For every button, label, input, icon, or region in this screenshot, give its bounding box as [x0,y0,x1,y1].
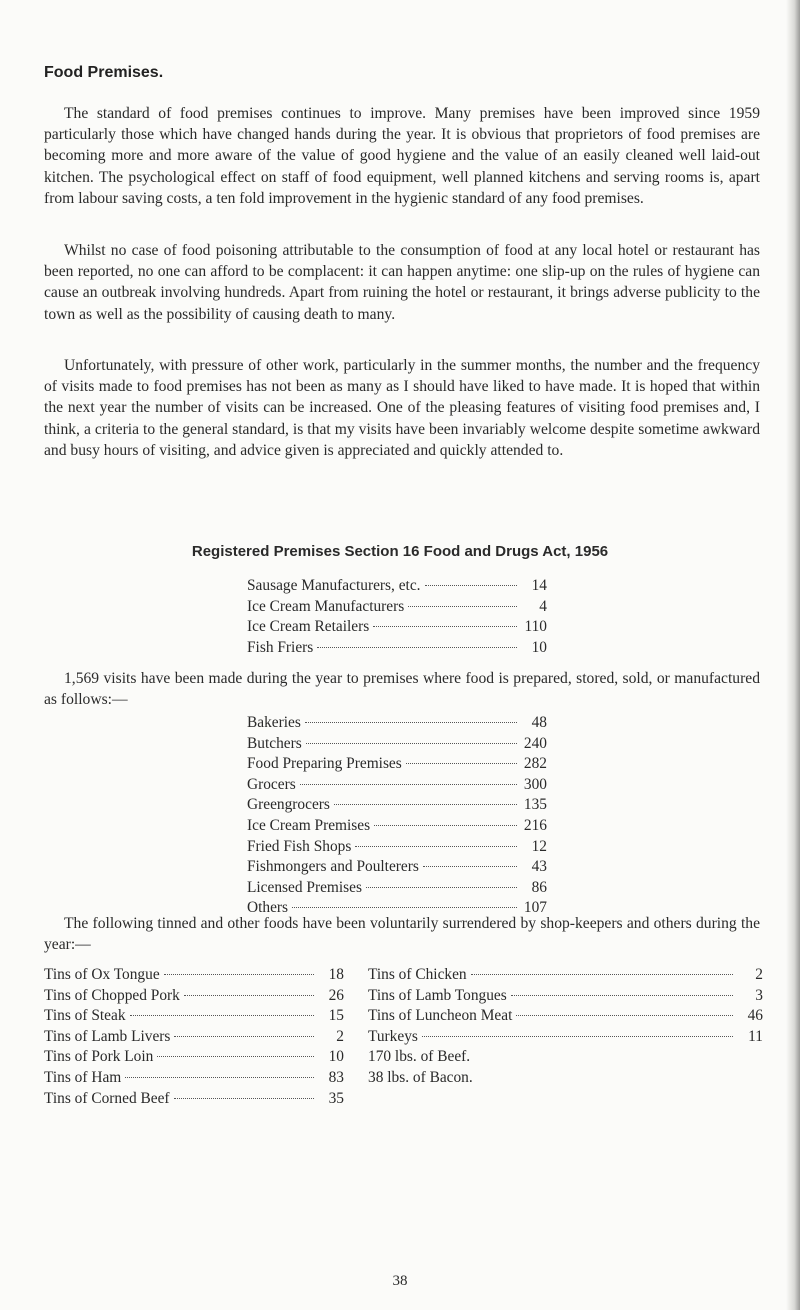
list-item: Tins of Ham 83 [44,1068,344,1086]
list-item: Greengrocers 135 [247,796,547,814]
list-item: 170 lbs. of Beef. [368,1048,471,1066]
list-item: Tins of Corned Beef 35 [44,1089,344,1107]
registered-premises-list [247,577,547,659]
registered-premises-title: Registered Premises Section 16 Food and Drugs Act, 1956 [191,543,609,560]
list-item: Tins of Lamb Tongues 3 [368,986,763,1004]
list-item: Fishmongers and Poulterers 43 [247,858,547,876]
list-item: Sausage Manufacturers, etc. 14 [247,577,547,594]
list-item: Tins of Ox Tongue 18 [44,966,344,983]
page-heading: Food Premises. [44,64,164,81]
list-item: Tins of Chopped Pork 26 [44,986,344,1004]
list-item: Fried Fish Shops 12 [247,837,547,855]
list-item: Tins of Steak 15 [44,1007,344,1025]
list-item: Ice Cream Retailers 110 [247,618,547,636]
page-number: 38 [392,1273,408,1289]
list-item: Licensed Premises 86 [247,878,547,896]
list-item: Ice Cream Manufacturers 4 [247,597,547,615]
list-item: Tins of Chicken 2 [368,966,763,983]
list-item: Grocers 300 [247,775,547,793]
visits-intro: 1,569 visits have been made during the year to premises where food is prepared, stored, sold, or manufactured as follows:— [44,670,760,709]
paragraph-standard: The standard of food premises continues to improve. Many premises have been improved since 1959 particularly those which have changed hands during the year. It is obvious that proprietors of food premises are becoming more and more aware of the value of good hygiene and the value of an easily cleaned well laid-out kitchen. The psychological effect on staff of food equipment, well planned kitchens and serving rooms is, apart from labour saving costs, a ten fold improvement in the hygienic standard of any food premises. [44,105,760,207]
list-item: Food Preparing Premises 282 [247,755,547,773]
list-item: Ice Cream Premises 216 [247,816,547,834]
list-item: Fish Friers 10 [247,638,547,656]
list-item: Butchers 240 [247,734,547,752]
list-item: Tins of Lamb Livers 2 [44,1027,344,1045]
paragraph-food-poisoning: Whilst no case of food poisoning attributable to the consumption of food at any local hotel or restaurant has been reported, no one can afford to be complacent: it can happen anytime: one slip-up on the rules of hygiene can cause an outbreak involving hundreds. Apart from ruining the hotel or restaurant, it brings adverse publicity to the town as well as the possibility of causing death to many. [44,242,760,323]
list-item: Turkeys 11 [368,1027,763,1045]
surrendered-list-right [368,966,763,1090]
paragraph-visits: Unfortunately, with pressure of other work, particularly in the summer months, the number and the frequency of visits made to food premises has not been as many as I should have liked to have made. It is hoped that within the next year the number of visits can be increased. One of the pleasing features of visiting food premises and, I think, a criteria to the general standard, is that my visits have been invariably welcome despite sometime awkward and busy hours of visiting, and advice given is appreciated and quickly attended to. [44,357,760,459]
list-item: 38 lbs. of Bacon. [368,1068,473,1086]
surrendered-intro: The following tinned and other foods have been voluntarily surrendered by shop-keepers and others during the year:— [44,915,760,954]
list-item: Tins of Pork Loin 10 [44,1048,344,1066]
page-edge-shadow [786,0,800,1310]
visits-list [247,714,547,920]
list-item: Tins of Luncheon Meat 46 [368,1007,763,1025]
surrendered-list-left [44,966,344,1110]
list-item: Bakeries 48 [247,714,547,731]
list-item: Others 107 [247,899,547,917]
